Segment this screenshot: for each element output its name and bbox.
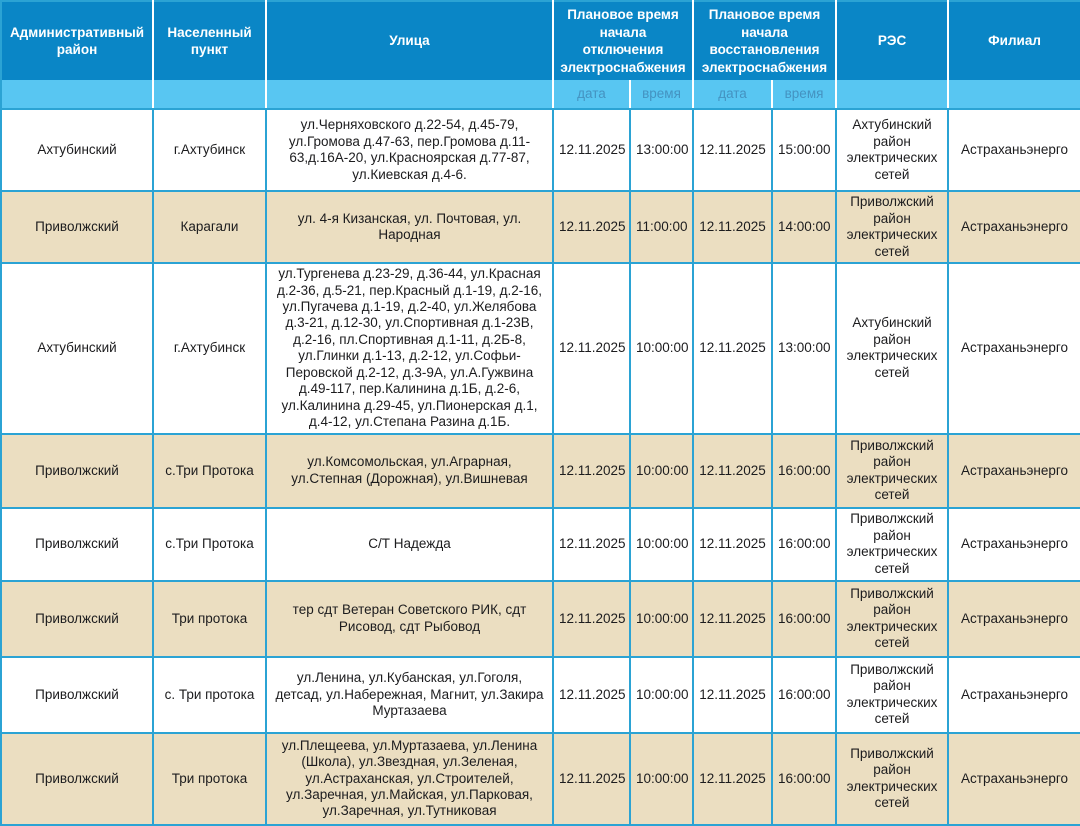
cell-outage-time: 10:00:00 [630,434,693,508]
subheader-outage-time: время [630,80,693,109]
cell-branch: Астраханьэнерго [948,657,1080,733]
cell-outage-date: 12.11.2025 [553,191,630,263]
column-header-settlement: Населенный пункт [153,1,266,80]
cell-restore-date: 12.11.2025 [693,508,772,581]
cell-streets: ул.Комсомольская, ул.Аграрная, ул.Степная (Дорожная), ул.Вишневая [266,434,553,508]
cell-restore-date: 12.11.2025 [693,263,772,434]
cell-streets: тер сдт Ветеран Советского РИК, сдт Рисовод, сдт Рыбовод [266,581,553,657]
cell-district: Приволжский [1,191,153,263]
cell-restore-date: 12.11.2025 [693,191,772,263]
cell-district: Приволжский [1,657,153,733]
table-row [1,109,1080,191]
cell-outage-time: 10:00:00 [630,581,693,657]
column-header-res: РЭС [836,1,948,80]
cell-restore-date: 12.11.2025 [693,733,772,825]
cell-res: Приволжский район электрических сетей [836,508,948,581]
cell-branch: Астраханьэнерго [948,581,1080,657]
cell-restore-time: 14:00:00 [772,191,836,263]
cell-res: Ахтубинский район электрических сетей [836,109,948,191]
table-row [1,434,1080,508]
subheader-empty-res [836,80,948,109]
cell-outage-time: 10:00:00 [630,657,693,733]
cell-outage-date: 12.11.2025 [553,434,630,508]
cell-restore-time: 13:00:00 [772,263,836,434]
cell-restore-time: 16:00:00 [772,508,836,581]
column-header-admin-district: Административный район [1,1,153,80]
subheader-empty-settlement [153,80,266,109]
cell-outage-time: 10:00:00 [630,263,693,434]
cell-restore-date: 12.11.2025 [693,581,772,657]
cell-outage-date: 12.11.2025 [553,508,630,581]
cell-district: Ахтубинский [1,263,153,434]
cell-outage-date: 12.11.2025 [553,657,630,733]
subheader-restore-date: дата [693,80,772,109]
column-header-street: Улица [266,1,553,80]
cell-district: Приволжский [1,733,153,825]
cell-settlement: Три протока [153,733,266,825]
subheader-outage-date: дата [553,80,630,109]
subheader-empty-admin-district [1,80,153,109]
cell-outage-date: 12.11.2025 [553,733,630,825]
table-row [1,581,1080,657]
cell-settlement: г.Ахтубинск [153,263,266,434]
cell-restore-time: 16:00:00 [772,434,836,508]
table-row [1,657,1080,733]
cell-restore-date: 12.11.2025 [693,657,772,733]
cell-streets: ул.Ленина, ул.Кубанская, ул.Гоголя, детсад, ул.Набережная, Магнит, ул.Закира Муртазаева [266,657,553,733]
cell-settlement: г.Ахтубинск [153,109,266,191]
cell-outage-time: 10:00:00 [630,508,693,581]
cell-streets: С/Т Надежда [266,508,553,581]
cell-settlement: с. Три протока [153,657,266,733]
cell-settlement: Карагали [153,191,266,263]
cell-district: Приволжский [1,434,153,508]
cell-district: Ахтубинский [1,109,153,191]
cell-outage-date: 12.11.2025 [553,109,630,191]
subheader-empty-street [266,80,553,109]
cell-res: Приволжский район электрических сетей [836,191,948,263]
cell-streets: ул.Черняховского д.22-54, д.45-79, ул.Громова д.47-63, пер.Громова д.11-63,д.16А-20, ул.Красноярская д.77-87, ул.Киевская д.4-6. [266,109,553,191]
table-row [1,191,1080,263]
cell-outage-time: 13:00:00 [630,109,693,191]
cell-restore-date: 12.11.2025 [693,434,772,508]
subheader-restore-time: время [772,80,836,109]
table-body [1,109,1080,825]
cell-res: Ахтубинский район электрических сетей [836,263,948,434]
header-row [1,1,1080,80]
column-header-branch: Филиал [948,1,1080,80]
cell-branch: Астраханьэнерго [948,434,1080,508]
cell-streets: ул. 4-я Кизанская, ул. Почтовая, ул. Народная [266,191,553,263]
column-header-outage-start: Плановое время начала отключения электроснабжения [553,1,693,80]
cell-outage-date: 12.11.2025 [553,581,630,657]
cell-settlement: Три протока [153,581,266,657]
table-row [1,733,1080,825]
table-row [1,508,1080,581]
subheader-empty-branch [948,80,1080,109]
cell-restore-date: 12.11.2025 [693,109,772,191]
cell-settlement: с.Три Протока [153,434,266,508]
cell-branch: Астраханьэнерго [948,263,1080,434]
cell-res: Приволжский район электрических сетей [836,657,948,733]
cell-streets: ул.Тургенева д.23-29, д.36-44, ул.Красная д.2-36, д.5-21, пер.Красный д.1-19, д.2-16, ул.Пугачева д.1-19, д.2-40, ул.Желябова д.3-21, д.12-30, ул.Спортивная д.1-23В, д.2-16, пл.Спортивная д.1-11, д.2Б-8, ул.Глинки д.1-13, д.2-12, ул.Софьи-Перовской д.2-12, д.3-9А, ул.А.Гужвина д.49-117, пер.Калинина д.1Б, д.2-6, ул.Калинина д.29-45, ул.Пионерская д.1, д.4-12, ул.Степана Разина д.1Б. [266,263,553,434]
cell-outage-time: 11:00:00 [630,191,693,263]
cell-branch: Астраханьэнерго [948,109,1080,191]
cell-branch: Астраханьэнерго [948,508,1080,581]
cell-restore-time: 16:00:00 [772,733,836,825]
cell-res: Приволжский район электрических сетей [836,733,948,825]
cell-branch: Астраханьэнерго [948,191,1080,263]
table-header [1,1,1080,109]
cell-restore-time: 16:00:00 [772,581,836,657]
cell-restore-time: 15:00:00 [772,109,836,191]
cell-settlement: с.Три Протока [153,508,266,581]
cell-streets: ул.Плещеева, ул.Муртазаева, ул.Ленина (Школа), ул.Звездная, ул.Зеленая, ул.Астраханская, ул.Строителей, ул.Заречная, ул.Майская, ул.Парковая, ул.Заречная, ул.Тутниковая [266,733,553,825]
cell-res: Приволжский район электрических сетей [836,581,948,657]
subheader-row [1,80,1080,109]
column-header-restore-start: Плановое время начала восстановления электроснабжения [693,1,836,80]
cell-res: Приволжский район электрических сетей [836,434,948,508]
table-row [1,263,1080,434]
cell-outage-time: 10:00:00 [630,733,693,825]
cell-branch: Астраханьэнерго [948,733,1080,825]
cell-outage-date: 12.11.2025 [553,263,630,434]
cell-district: Приволжский [1,581,153,657]
cell-restore-time: 16:00:00 [772,657,836,733]
cell-district: Приволжский [1,508,153,581]
